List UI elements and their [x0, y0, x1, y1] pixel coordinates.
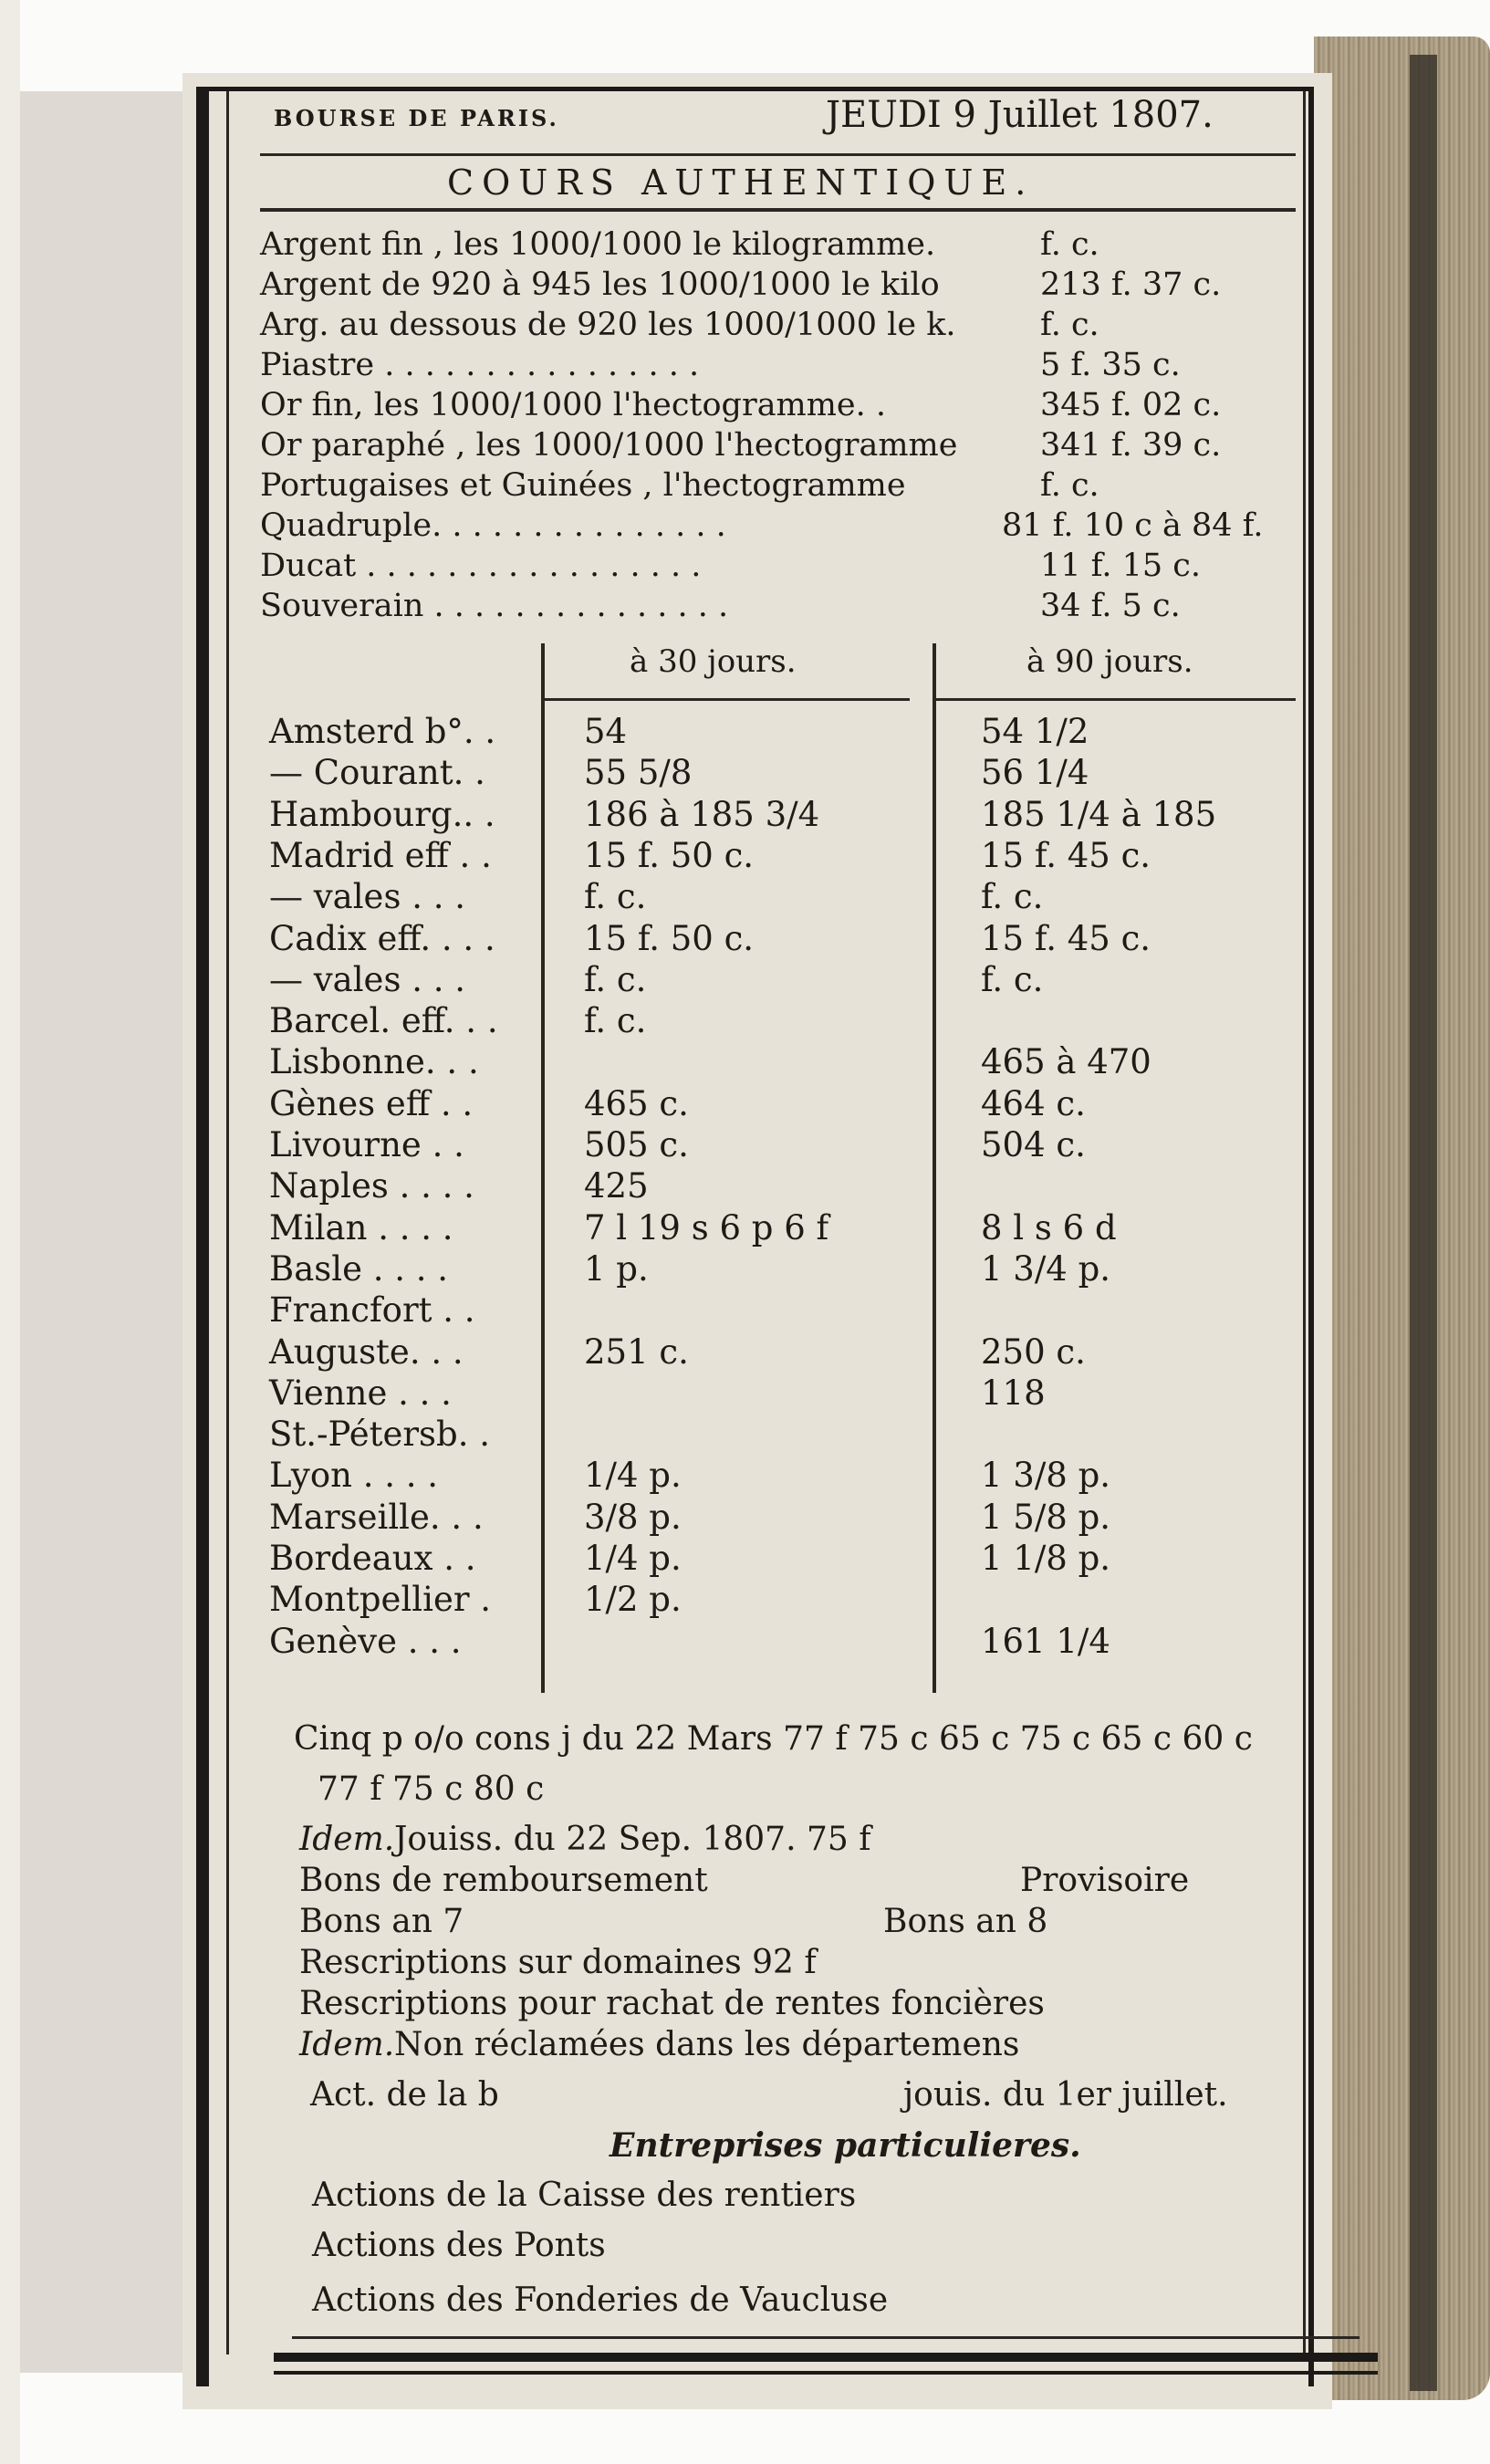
non-reclamees: Non réclamées dans les départemens [394, 2026, 1020, 2063]
exchange-city: Marseille. . . [269, 1498, 484, 1537]
rescriptions-rachat: Rescriptions pour rachat de rentes foncières [299, 1985, 1045, 2022]
exchange-city: Barcel. eff. . . [269, 1001, 498, 1040]
exchange-city: Hambourg.. . [269, 795, 495, 834]
exchange-city: — vales . . . [269, 960, 466, 999]
rate-30-days: 54 [584, 712, 628, 751]
idem-label-1: Idem. [299, 1821, 395, 1858]
exchange-city: Bordeaux . . [269, 1539, 476, 1578]
metal-label: Argent fin , les 1000/1000 le kilogramme. [260, 226, 936, 263]
rate-90-days: 504 c. [981, 1125, 1086, 1164]
rate-90-days: 1 5/8 p. [981, 1498, 1111, 1537]
rate-90-days: 161 1/4 [981, 1622, 1110, 1661]
metal-label: Quadruple. . . . . . . . . . . . . . . [260, 507, 726, 544]
exchange-city: — Courant. . [269, 753, 485, 792]
column-divider-right [933, 643, 936, 1693]
rate-30-days: f. c. [584, 877, 647, 916]
rate-90-days: 8 l s 6 d [981, 1208, 1117, 1248]
col90-rule [936, 698, 1296, 701]
exchange-city: Vienne . . . [269, 1373, 452, 1413]
title-rule [260, 208, 1296, 212]
metal-value: f. c. [1040, 307, 1099, 343]
exchange-city: Auguste. . . [269, 1332, 464, 1372]
page-border-bottom-double [274, 2371, 1378, 2375]
provisoire: Provisoire [1020, 1862, 1190, 1899]
rate-30-days: 186 à 185 3/4 [584, 795, 820, 834]
header-rule [260, 153, 1296, 156]
rate-30-days: 465 c. [584, 1084, 689, 1123]
header-bourse: BOURSE DE PARIS. [274, 105, 559, 131]
rescriptions-domaines: Rescriptions sur domaines 92 f [299, 1944, 817, 1981]
exchange-city: Montpellier . [269, 1580, 492, 1619]
rate-90-days: 185 1/4 à 185 [981, 795, 1217, 834]
rate-30-days: 505 c. [584, 1125, 689, 1164]
rate-90-days: 464 c. [981, 1084, 1086, 1123]
rate-90-days: 1 1/8 p. [981, 1539, 1111, 1578]
col-header-90-days: à 90 jours. [1026, 643, 1193, 680]
rate-90-days: 1 3/8 p. [981, 1456, 1111, 1495]
rate-30-days: 1/4 p. [584, 1456, 682, 1495]
exchange-city: Amsterd b°. . [269, 712, 496, 751]
rate-30-days: f. c. [584, 960, 647, 999]
metal-value: 11 f. 15 c. [1040, 548, 1202, 584]
rate-90-days: 15 f. 45 c. [981, 919, 1151, 958]
rate-30-days: 1 p. [584, 1249, 649, 1289]
page-title: COURS AUTHENTIQUE. [447, 162, 1035, 203]
metal-label: Or fin, les 1000/1000 l'hectogramme. . [260, 387, 887, 423]
actions-banque: Act. de la b [310, 2076, 499, 2114]
rate-90-days: 56 1/4 [981, 753, 1089, 792]
rate-30-days: 15 f. 50 c. [584, 919, 755, 958]
bons-an-7: Bons an 7 [299, 1903, 464, 1940]
exchange-city: Milan . . . . [269, 1208, 453, 1248]
metal-label: Piastre . . . . . . . . . . . . . . . . [260, 347, 700, 383]
metal-label: Arg. au dessous de 920 les 1000/1000 le k. [260, 307, 956, 343]
exchange-city: Genève . . . [269, 1622, 462, 1661]
metal-label: Or paraphé , les 1000/1000 l'hectogramme [260, 427, 958, 464]
rate-90-days: 15 f. 45 c. [981, 836, 1151, 875]
idem-label-2: Idem. [299, 2026, 395, 2063]
column-divider-left [541, 643, 545, 1693]
rate-30-days: 1/2 p. [584, 1580, 682, 1619]
metal-value: 345 f. 02 c. [1040, 387, 1222, 423]
rate-30-days: f. c. [584, 1001, 647, 1040]
rate-30-days: 7 l 19 s 6 p 6 f [584, 1208, 829, 1248]
jouissance-sep: Jouiss. du 22 Sep. 1807. 75 f [394, 1821, 871, 1858]
exchange-city: Madrid eff . . [269, 836, 492, 875]
metal-value: 81 f. 10 c à 84 f. [1002, 507, 1264, 544]
rate-30-days: 251 c. [584, 1332, 689, 1372]
actions-ponts: Actions des Ponts [312, 2227, 606, 2264]
rate-90-days: 1 3/4 p. [981, 1249, 1111, 1289]
rate-90-days: 250 c. [981, 1332, 1086, 1372]
book-fore-edge [1314, 37, 1490, 2400]
page-border-bottom-thin [292, 2336, 1360, 2339]
rate-90-days: f. c. [981, 960, 1044, 999]
exchange-city: Gènes eff . . [269, 1084, 474, 1123]
bons-remboursement: Bons de remboursement [299, 1862, 708, 1899]
actions-fonderies: Actions des Fonderies de Vaucluse [312, 2281, 889, 2319]
rate-30-days: 425 [584, 1166, 649, 1206]
page-border-bottom [274, 2353, 1378, 2362]
rate-30-days: 3/8 p. [584, 1498, 682, 1537]
metal-value: 34 f. 5 c. [1040, 588, 1181, 624]
exchange-city: St.-Pétersb. . [269, 1415, 491, 1454]
exchange-city: Livourne . . [269, 1125, 464, 1164]
metal-label: Souverain . . . . . . . . . . . . . . . [260, 588, 729, 624]
col-header-30-days: à 30 jours. [630, 643, 797, 680]
rate-30-days: 1/4 p. [584, 1539, 682, 1578]
rate-30-days: 55 5/8 [584, 753, 693, 792]
actions-caisse-rentiers: Actions de la Caisse des rentiers [312, 2177, 857, 2214]
rate-90-days: 465 à 470 [981, 1042, 1151, 1081]
rate-30-days: 15 f. 50 c. [584, 836, 755, 875]
metal-value: 213 f. 37 c. [1040, 266, 1222, 303]
rate-90-days: 54 1/2 [981, 712, 1089, 751]
col30-rule [545, 698, 910, 701]
exchange-city: Lisbonne. . . [269, 1042, 479, 1081]
entreprises-heading: Entreprises particulieres. [610, 2126, 1081, 2165]
rentes-five-percent: Cinq p o/o cons j du 22 Mars 77 f 75 c 65 c 75 c 65 c 60 c [294, 1720, 1253, 1758]
exchange-city: Cadix eff. . . . [269, 919, 495, 958]
header-date: JEUDI 9 Juillet 1807. [826, 94, 1214, 136]
metal-value: f. c. [1040, 226, 1099, 263]
metal-value: f. c. [1040, 467, 1099, 504]
exchange-city: Lyon . . . . [269, 1456, 439, 1495]
metal-label: Ducat . . . . . . . . . . . . . . . . . [260, 548, 702, 584]
exchange-city: Basle . . . . [269, 1249, 449, 1289]
rate-90-days: f. c. [981, 877, 1044, 916]
exchange-city: — vales . . . [269, 877, 466, 916]
book-edge-shadow [1410, 55, 1437, 2391]
metal-value: 341 f. 39 c. [1040, 427, 1222, 464]
bons-an-8: Bons an 8 [883, 1903, 1048, 1940]
metal-label: Portugaises et Guinées , l'hectogramme [260, 467, 906, 504]
left-margin [0, 0, 20, 2464]
rate-90-days: 118 [981, 1373, 1046, 1413]
rentes-five-percent-cont: 77 f 75 c 80 c [318, 1770, 545, 1808]
metal-value: 5 f. 35 c. [1040, 347, 1181, 383]
metal-label: Argent de 920 à 945 les 1000/1000 le kilo [260, 266, 940, 303]
jouissance-juillet: jouis. du 1er juillet. [903, 2076, 1228, 2114]
exchange-city: Francfort . . [269, 1290, 475, 1330]
exchange-city: Naples . . . . [269, 1166, 474, 1206]
